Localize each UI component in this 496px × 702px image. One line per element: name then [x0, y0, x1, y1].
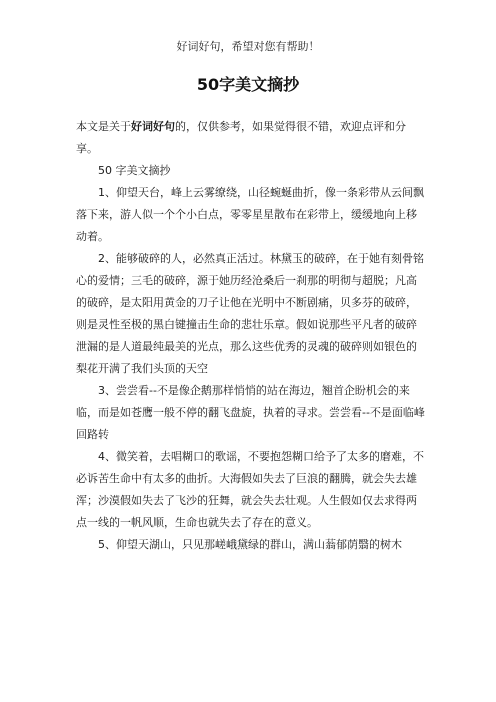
- intro-suffix: 的，仅供参考，如果觉得很不错，欢迎点评和分享。: [76, 120, 406, 155]
- paragraph-3: 3、尝尝看--不是像企鹅那样悄悄的站在海边，翘首企盼机会的来临，而是如苍鹰一般不停的翻飞盘旋，执着的寻求。尝尝看--不是面临峰回路转: [76, 384, 425, 441]
- document-body: [76, 116, 426, 556]
- paragraph-5: 5、仰望天湖山，只见那嵯峨黛绿的群山，满山蓊郁荫翳的树木: [98, 538, 402, 551]
- paragraph-1: 1、仰望天台，峰上云雾缭绕，山径蜿蜒曲折，像一条彩带从云间飘落下来，游人似一个个小白点，零零星星散布在彩带上，缓缓地向上移动着。: [76, 186, 424, 243]
- section-subtitle: 50 字美文摘抄: [98, 164, 171, 177]
- intro-keyword: 好词好句: [131, 120, 175, 133]
- intro-prefix: 本文是关于: [76, 120, 131, 133]
- intro-paragraph: [76, 116, 426, 160]
- header-note: 好词好句，希望对您有帮助！: [176, 40, 320, 53]
- paragraph-2: 2、能够破碎的人，必然真正活过。林黛玉的破碎，在于她有刻骨铭心的爱情；三毛的破碎，源于她历经沧桑后一刹那的明彻与超脱；凡高的破碎，是太阳用黄金的刀子让他在光明中不断剧痛，贝多芬的破碎，则是灵性至极的黑白键撞击生命的悲壮乐章。假如说那些平凡者的破碎泄漏的是人道最纯最美的光点，那么这些优秀的灵魂的破碎则如银色的梨花开满了我们头顶的天空: [76, 252, 424, 375]
- paragraph-4: 4、微笑着，去唱糊口的歌谣，不要抱怨糊口给予了太多的磨难，不必诉苦生命中有太多的曲折。大海假如失去了巨浪的翻腾，就会失去雄浑；沙漠假如失去了飞沙的狂舞，就会失去壮观。人生假如仅去求得两点一线的一帆风顺，生命也就失去了存在的意义。: [76, 450, 424, 529]
- page-title: 50字美文摘抄: [196, 75, 300, 94]
